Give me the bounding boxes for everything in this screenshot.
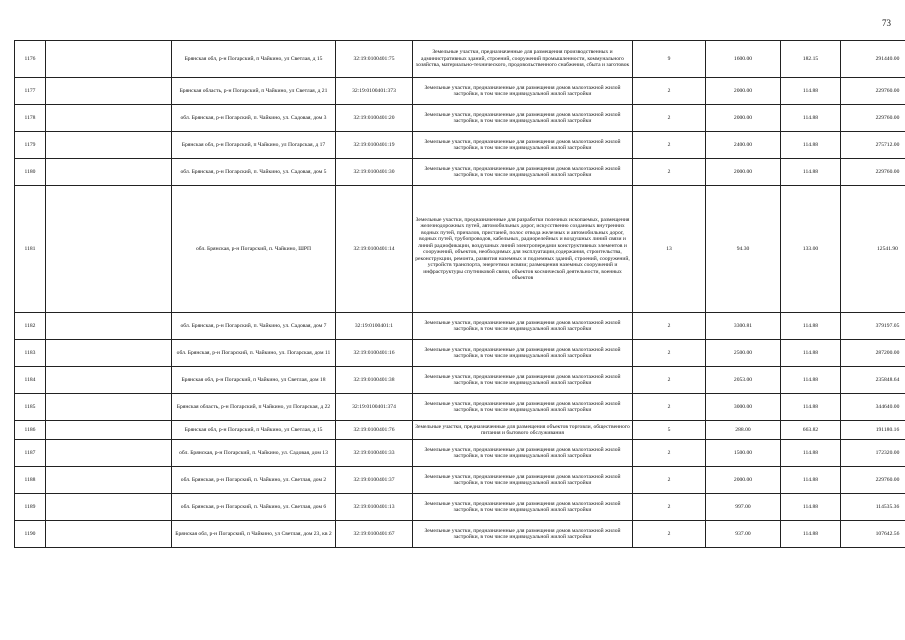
permitted-use-cell: Земельные участки, предназначенные для размещения домов малоэтажной жилой застройки, в том числе индивидуальной жилой застройки [413, 467, 633, 494]
specific-value-cell: 114.88 [781, 394, 841, 421]
row-number: 1176 [15, 41, 46, 78]
address-cell: обл. Брянская, р-н Погарский, п. Чайкино, ШРП [172, 186, 336, 313]
address-cell: Брянская область, р-н Погарский, п Чайкино, ул Погарская, д 22 [172, 394, 336, 421]
cadastral-value-cell: 379197.05 [841, 313, 905, 340]
permitted-use-cell: Земельные участки, предназначенные для размещения домов малоэтажной жилой застройки, в том числе индивидуальной жилой застройки [413, 78, 633, 105]
cadastral-value-cell: 107642.56 [841, 521, 905, 548]
row-number: 1189 [15, 494, 46, 521]
specific-value-cell: 663.82 [781, 421, 841, 440]
cadastral-value-cell: 275712.00 [841, 132, 905, 159]
area-cell: 2400.00 [706, 132, 781, 159]
area-cell: 288.00 [706, 421, 781, 440]
row-number: 1183 [15, 340, 46, 367]
row-number: 1179 [15, 132, 46, 159]
category-cell: 2 [633, 105, 706, 132]
empty-cell [46, 132, 172, 159]
specific-value-cell: 114.88 [781, 78, 841, 105]
area-cell: 997.00 [706, 494, 781, 521]
empty-cell [46, 421, 172, 440]
empty-cell [46, 367, 172, 394]
cadastral-value-cell: 229760.00 [841, 159, 905, 186]
cadastral-value-cell: 12541.90 [841, 186, 905, 313]
cadastral-value-cell: 287200.00 [841, 340, 905, 367]
row-number: 1190 [15, 521, 46, 548]
cadastral-number-cell: 32:19:0100401:30 [336, 159, 413, 186]
permitted-use-cell: Земельные участки, предназначенные для размещения домов малоэтажной жилой застройки, в том числе индивидуальной жилой застройки [413, 132, 633, 159]
permitted-use-cell: Земельные участки, предназначенные для размещения домов малоэтажной жилой застройки, в том числе индивидуальной жилой застройки [413, 494, 633, 521]
permitted-use-cell: Земельные участки, предназначенные для размещения объектов торговли, общественного питания и бытового обслуживания [413, 421, 633, 440]
page-number: 73 [882, 18, 891, 28]
area-cell: 2000.00 [706, 78, 781, 105]
area-cell: 1600.00 [706, 41, 781, 78]
table-row [15, 340, 905, 367]
category-cell: 2 [633, 394, 706, 421]
row-number: 1185 [15, 394, 46, 421]
area-cell: 94.30 [706, 186, 781, 313]
area-cell: 3300.81 [706, 313, 781, 340]
specific-value-cell: 114.88 [781, 521, 841, 548]
row-number: 1180 [15, 159, 46, 186]
category-cell: 13 [633, 186, 706, 313]
cadastral-number-cell: 32:19:0100401:76 [336, 421, 413, 440]
specific-value-cell: 133.00 [781, 186, 841, 313]
area-cell: 1500.00 [706, 440, 781, 467]
cadastral-value-cell: 191180.16 [841, 421, 905, 440]
empty-cell [46, 186, 172, 313]
table-row [15, 440, 905, 467]
row-number: 1177 [15, 78, 46, 105]
specific-value-cell: 114.88 [781, 340, 841, 367]
cadastral-number-cell: 32:19:0100401:1 [336, 313, 413, 340]
permitted-use-cell: Земельные участки, предназначенные для размещения домов малоэтажной жилой застройки, в том числе индивидуальной жилой застройки [413, 440, 633, 467]
empty-cell [46, 467, 172, 494]
category-cell: 2 [633, 367, 706, 394]
permitted-use-cell: Земельные участки, предназначенные для размещения домов малоэтажной жилой застройки, в том числе индивидуальной жилой застройки [413, 367, 633, 394]
empty-cell [46, 521, 172, 548]
specific-value-cell: 182.15 [781, 41, 841, 78]
address-cell: Брянская область, р-н Погарский, п Чайкино, ул Светлая, д 21 [172, 78, 336, 105]
permitted-use-cell: Земельные участки, предназначенные для размещения производственных и административных зданий, строений, сооружений промышленности, коммунального хозяйства, материально-технического, продовольственного снабжения, сбыта и заготовок [413, 41, 633, 78]
cadastral-number-cell: 32:19:0100401:19 [336, 132, 413, 159]
specific-value-cell: 114.88 [781, 440, 841, 467]
cadastral-value-cell: 235848.64 [841, 367, 905, 394]
category-cell: 5 [633, 421, 706, 440]
address-cell: Брянская обл, р-н Погарский, п Чайкино, ул Светлая, д 15 [172, 421, 336, 440]
cadastral-value-cell: 229760.00 [841, 467, 905, 494]
table-row [15, 78, 905, 105]
address-cell: обл. Брянская, р-н Погарский, п. Чайкино, ул. Погарская, дом 11 [172, 340, 336, 367]
category-cell: 2 [633, 440, 706, 467]
specific-value-cell: 114.88 [781, 467, 841, 494]
table-row [15, 494, 905, 521]
specific-value-cell: 114.88 [781, 313, 841, 340]
area-cell: 2000.00 [706, 467, 781, 494]
specific-value-cell: 114.88 [781, 159, 841, 186]
row-number: 1182 [15, 313, 46, 340]
cadastral-number-cell: 32:19:0100401:13 [336, 494, 413, 521]
cadastral-number-cell: 32:19:0100401:75 [336, 41, 413, 78]
address-cell: обл. Брянская, р-н Погарский, п. Чайкино, ул. Садовая, дом 7 [172, 313, 336, 340]
empty-cell [46, 105, 172, 132]
category-cell: 2 [633, 494, 706, 521]
cadastral-value-cell: 344640.00 [841, 394, 905, 421]
address-cell: Брянская обл, р-н Погарский, п Чайкино, ул Погарская, д 17 [172, 132, 336, 159]
address-cell: обл. Брянская, р-н Погарский, п. Чайкино, ул. Светлая, дом 6 [172, 494, 336, 521]
table-row [15, 467, 905, 494]
address-cell: обл. Брянская, р-н Погарский, п. Чайкино, ул. Светлая, дом 2 [172, 467, 336, 494]
empty-cell [46, 41, 172, 78]
permitted-use-cell: Земельные участки, предназначенные для размещения домов малоэтажной жилой застройки, в том числе индивидуальной жилой застройки [413, 340, 633, 367]
area-cell: 2500.00 [706, 340, 781, 367]
specific-value-cell: 114.88 [781, 132, 841, 159]
cadastral-value-cell: 114535.36 [841, 494, 905, 521]
permitted-use-cell: Земельные участки, предназначенные для размещения домов малоэтажной жилой застройки, в том числе индивидуальной жилой застройки [413, 105, 633, 132]
permitted-use-cell: Земельные участки, предназначенные для разработки полезных ископаемых, размещения железнодорожных путей, автомобильных дорог, искусственно созданных внутренних водных путей, причалов, пристаней, полос отвода железных и автомобильных дорог, водных путей, трубопроводов, кабельных, радиорелейных и воздушных линий связи и линий радиофикации, воздушных линий электропередачи конструктивных элементов и сооружений, объектов, необходимых для эксплуатации,содержания, строительства, реконструкции, ремонта, развития наземных и подземных зданий, строений, сооружений, устройств транспорта, энергетики исвязи; размещения наземных сооружений и инфраструктуры спутниковой связи, объектов космической деятельности, военных объектов [413, 186, 633, 313]
table-row [15, 105, 905, 132]
category-cell: 2 [633, 78, 706, 105]
row-number: 1178 [15, 105, 46, 132]
category-cell: 2 [633, 521, 706, 548]
cadastral-number-cell: 32:19:0100401:37 [336, 467, 413, 494]
row-number: 1188 [15, 467, 46, 494]
cadastral-number-cell: 32:19:0100401:67 [336, 521, 413, 548]
category-cell: 2 [633, 340, 706, 367]
table-row [15, 41, 905, 78]
empty-cell [46, 440, 172, 467]
permitted-use-cell: Земельные участки, предназначенные для размещения домов малоэтажной жилой застройки, в том числе индивидуальной жилой застройки [413, 394, 633, 421]
cadastral-number-cell: 32:19:0100401:33 [336, 440, 413, 467]
address-cell: обл. Брянская, р-н Погарский, п. Чайкино, ул. Садовая, дом 5 [172, 159, 336, 186]
area-cell: 2000.00 [706, 159, 781, 186]
cadastral-number-cell: 32:19:0100401:373 [336, 78, 413, 105]
area-cell: 3000.00 [706, 394, 781, 421]
cadastral-number-cell: 32:19:0100401:38 [336, 367, 413, 394]
address-cell: Брянская обл, р-н Погарский, п Чайкино, ул Светлая, д 15 [172, 41, 336, 78]
table-row [15, 367, 905, 394]
table-row [15, 394, 905, 421]
category-cell: 2 [633, 159, 706, 186]
row-number: 1184 [15, 367, 46, 394]
row-number: 1187 [15, 440, 46, 467]
permitted-use-cell: Земельные участки, предназначенные для размещения домов малоэтажной жилой застройки, в том числе индивидуальной жилой застройки [413, 521, 633, 548]
empty-cell [46, 78, 172, 105]
empty-cell [46, 494, 172, 521]
cadastral-value-cell: 229760.00 [841, 78, 905, 105]
specific-value-cell: 114.88 [781, 105, 841, 132]
cadastral-number-cell: 32:19:0100401:20 [336, 105, 413, 132]
cadastral-number-cell: 32:19:0100401:14 [336, 186, 413, 313]
category-cell: 2 [633, 313, 706, 340]
table-row [15, 159, 905, 186]
table-row [15, 186, 905, 313]
area-cell: 2000.00 [706, 105, 781, 132]
cadastral-value-cell: 172320.00 [841, 440, 905, 467]
empty-cell [46, 159, 172, 186]
empty-cell [46, 313, 172, 340]
table-row [15, 132, 905, 159]
permitted-use-cell: Земельные участки, предназначенные для размещения домов малоэтажной жилой застройки, в том числе индивидуальной жилой застройки [413, 313, 633, 340]
table-row [15, 421, 905, 440]
specific-value-cell: 114.88 [781, 367, 841, 394]
specific-value-cell: 114.88 [781, 494, 841, 521]
empty-cell [46, 394, 172, 421]
cadastral-value-cell: 229760.00 [841, 105, 905, 132]
address-cell: Брянская обл, р-н Погарский, п Чайкино, ул Светлая, дом 23, кв 2 [172, 521, 336, 548]
empty-cell [46, 340, 172, 367]
permitted-use-cell: Земельные участки, предназначенные для размещения домов малоэтажной жилой застройки, в том числе индивидуальной жилой застройки [413, 159, 633, 186]
table-row [15, 313, 905, 340]
cadastral-value-table [14, 40, 905, 548]
cadastral-value-cell: 291440.00 [841, 41, 905, 78]
category-cell: 2 [633, 132, 706, 159]
address-cell: обл. Брянская, р-н Погарский, п. Чайкино, ул. Садовая, дом 13 [172, 440, 336, 467]
category-cell: 9 [633, 41, 706, 78]
cadastral-number-cell: 32:19:0100401:374 [336, 394, 413, 421]
address-cell: обл. Брянская, р-н Погарский, п. Чайкино, ул. Садовая, дом 3 [172, 105, 336, 132]
address-cell: Брянская обл, р-н Погарский, п Чайкино, ул Светлая, дом 18 [172, 367, 336, 394]
row-number: 1181 [15, 186, 46, 313]
category-cell: 2 [633, 467, 706, 494]
area-cell: 937.00 [706, 521, 781, 548]
row-number: 1186 [15, 421, 46, 440]
table-row [15, 521, 905, 548]
area-cell: 2053.00 [706, 367, 781, 394]
cadastral-number-cell: 32:19:0100401:16 [336, 340, 413, 367]
